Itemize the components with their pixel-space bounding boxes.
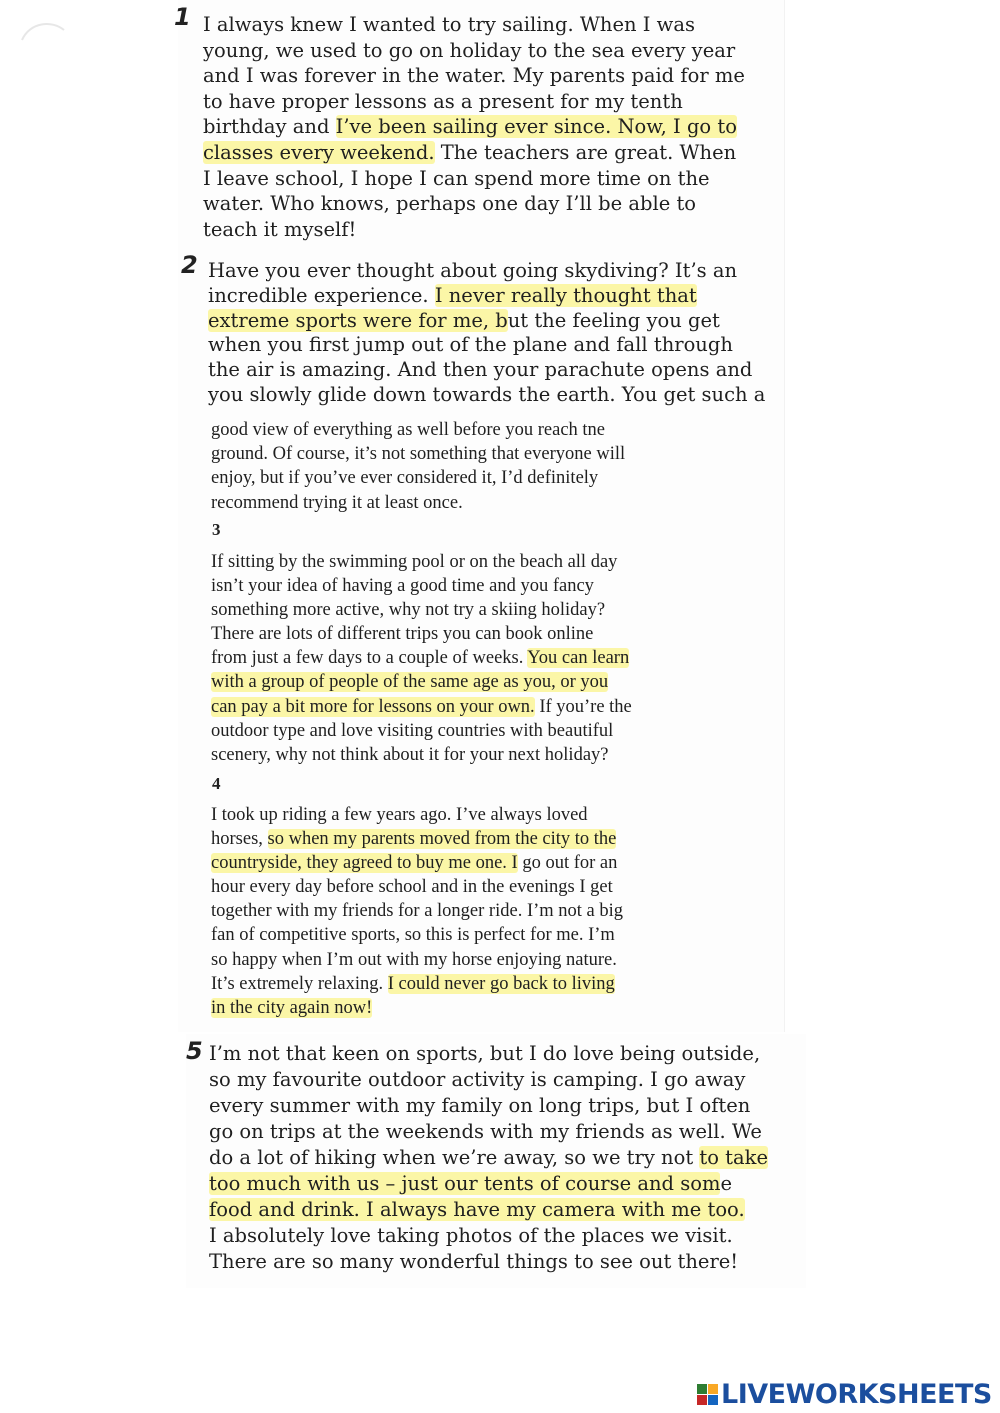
text-line: [211, 899, 623, 923]
text-line: [208, 383, 765, 408]
text-line: [208, 259, 765, 284]
text-segment: It’s extremely relaxing.: [211, 973, 388, 994]
text-segment: go out for an: [517, 853, 618, 874]
text-segment: There are so many wonderful things to see out there!: [209, 1250, 739, 1273]
text-line: [209, 1041, 768, 1067]
text-segment: every summer with my family on long trips, but I often: [209, 1094, 751, 1117]
logo-square: [697, 1384, 707, 1394]
text-segment: together with my friends for a longer ride. I’m not a big: [211, 901, 624, 922]
highlighted-text: so when my parents moved from the city to the: [267, 829, 617, 850]
text-segment: hour every day before school and in the evenings I get: [211, 877, 613, 898]
text-segment: recommend trying it at least once.: [211, 492, 463, 513]
highlighted-text: I never really thought that: [434, 283, 697, 307]
text-line: [208, 309, 765, 334]
highlighted-text: can pay a bit more for lessons on your own.: [211, 696, 535, 717]
text-line: [209, 1197, 768, 1223]
passage-2-text-part-2: [211, 418, 625, 515]
text-line: [203, 191, 745, 217]
text-line: [211, 418, 625, 442]
text-line: [209, 1249, 768, 1275]
text-line: [209, 1171, 768, 1197]
highlighted-text: too much with us – just our tents of course and som: [209, 1172, 721, 1195]
text-segment: and I was forever in the water. My parents paid for me: [203, 64, 745, 88]
text-line: [211, 875, 623, 899]
text-line: [208, 284, 765, 309]
passage-1-text: [203, 12, 745, 242]
text-segment: to have proper lessons as a present for my tenth: [203, 89, 683, 113]
text-line: [211, 948, 623, 972]
text-line: [211, 491, 625, 515]
text-line: [211, 695, 632, 719]
text-line: [203, 140, 745, 166]
text-segment: There are lots of different trips you can book online: [211, 624, 594, 645]
text-segment: do a lot of hiking when we’re away, so we try not: [209, 1146, 700, 1169]
text-segment: ground. Of course, it’s not something that everyone will: [211, 444, 626, 465]
text-line: [211, 803, 623, 827]
text-line: [211, 996, 623, 1020]
text-line: [211, 719, 632, 743]
logo-square: [697, 1395, 707, 1405]
text-segment: I took up riding a few years ago. I’ve always loved: [211, 805, 588, 825]
text-line: [211, 851, 623, 875]
text-segment: I leave school, I hope I can spend more time on the: [203, 166, 710, 190]
text-line: [203, 12, 745, 38]
passage-3-text: [211, 550, 632, 767]
passage-5-text: [209, 1041, 768, 1275]
passage-number-2: 2: [181, 251, 198, 279]
text-segment: the air is amazing. And then your parachute opens and: [208, 358, 753, 382]
text-segment: you slowly glide down towards the earth. You get such a: [208, 382, 766, 406]
text-segment: horses,: [211, 829, 268, 850]
text-segment: I absolutely love taking photos of the places we visit.: [209, 1224, 733, 1247]
text-segment: good view of everything as well before you reach tne: [211, 420, 606, 440]
passage-number-1: 1: [174, 3, 191, 31]
highlighted-text: food and drink. I always have my camera with me too.: [209, 1198, 745, 1221]
highlighted-text: extreme sports were for me, b: [208, 308, 508, 332]
highlighted-text: to take: [699, 1146, 768, 1169]
text-line: [211, 646, 632, 670]
text-segment: outdoor type and love visiting countries with beautiful: [211, 720, 614, 741]
text-segment: enjoy, but if you’ve ever considered it, I’d definitely: [211, 468, 599, 489]
text-segment: scenery, why not think about it for your next holiday?: [211, 744, 609, 765]
text-line: [211, 574, 632, 598]
text-segment: e: [720, 1172, 733, 1195]
liveworksheets-logo-icon: [697, 1384, 718, 1405]
passage-2-text-part-1: [208, 259, 765, 408]
text-line: [211, 550, 632, 574]
highlighted-text: with a group of people of the same age as you, or you: [211, 672, 609, 693]
highlighted-text: You can learn: [527, 648, 630, 669]
text-line: [203, 114, 745, 140]
text-segment: I’m not that keen on sports, but I do love being outside,: [209, 1042, 761, 1065]
text-line: [211, 466, 625, 490]
text-line: [208, 358, 765, 383]
text-segment: If sitting by the swimming pool or on the beach all day: [211, 552, 618, 572]
text-segment: fan of competitive sports, so this is perfect for me. I’m: [211, 925, 615, 946]
text-line: [208, 333, 765, 358]
text-segment: The teachers are great. When: [434, 140, 737, 164]
text-segment: incredible experience.: [208, 283, 435, 307]
logo-square: [708, 1395, 718, 1405]
text-segment: teach it myself!: [203, 217, 357, 241]
text-segment: I always knew I wanted to try sailing. When I was: [203, 13, 695, 36]
brand-name: LIVEWORKSHEETS: [721, 1379, 992, 1410]
text-line: [211, 622, 632, 646]
highlighted-text: I’ve been sailing ever since. Now, I go to: [335, 115, 737, 139]
text-line: [211, 670, 632, 694]
passage-number-4: 4: [212, 774, 221, 793]
text-segment: something more active, why not try a skiing holiday?: [211, 600, 606, 621]
text-segment: isn’t your idea of having a good time and you fancy: [211, 576, 594, 597]
text-line: [203, 38, 745, 64]
text-segment: water. Who knows, perhaps one day I’ll be able to: [203, 192, 697, 216]
text-line: [203, 89, 745, 115]
text-segment: ut the feeling you get: [507, 308, 720, 332]
text-segment: so happy when I’m out with my horse enjoying nature.: [211, 949, 617, 970]
text-segment: when you first jump out of the plane and fall through: [208, 333, 733, 357]
highlighted-text: countryside, they agreed to buy me one. I: [211, 853, 518, 874]
text-line: [209, 1145, 768, 1171]
text-line: [211, 923, 623, 947]
highlighted-text: I could never go back to living: [387, 973, 615, 994]
liveworksheets-brand: [697, 1379, 992, 1410]
corner-smudge-icon: [18, 18, 68, 46]
highlighted-text: classes every weekend.: [203, 140, 435, 164]
text-line: [211, 743, 632, 767]
text-line: [209, 1067, 768, 1093]
text-segment: young, we used to go on holiday to the sea every year: [203, 38, 736, 62]
text-segment: from just a few days to a couple of weeks.: [211, 648, 528, 669]
text-line: [211, 442, 625, 466]
text-line: [209, 1119, 768, 1145]
text-segment: birthday and: [203, 115, 336, 139]
text-line: [203, 63, 745, 89]
highlighted-text: in the city again now!: [211, 997, 373, 1018]
text-line: [209, 1093, 768, 1119]
passage-number-5: 5: [186, 1037, 203, 1065]
text-line: [211, 827, 623, 851]
text-line: [211, 598, 632, 622]
text-line: [211, 972, 623, 996]
text-segment: go on trips at the weekends with my friends as well. We: [209, 1120, 762, 1143]
text-line: [203, 166, 745, 192]
text-line: [203, 217, 745, 243]
text-line: [209, 1223, 768, 1249]
text-segment: so my favourite outdoor activity is camping. I go away: [209, 1068, 746, 1091]
text-segment: Have you ever thought about going skydiving? It’s an: [208, 259, 738, 282]
passage-number-3: 3: [212, 520, 221, 539]
passage-4-text: [211, 803, 623, 1020]
text-segment: If you’re the: [534, 696, 632, 717]
logo-square: [708, 1384, 718, 1394]
